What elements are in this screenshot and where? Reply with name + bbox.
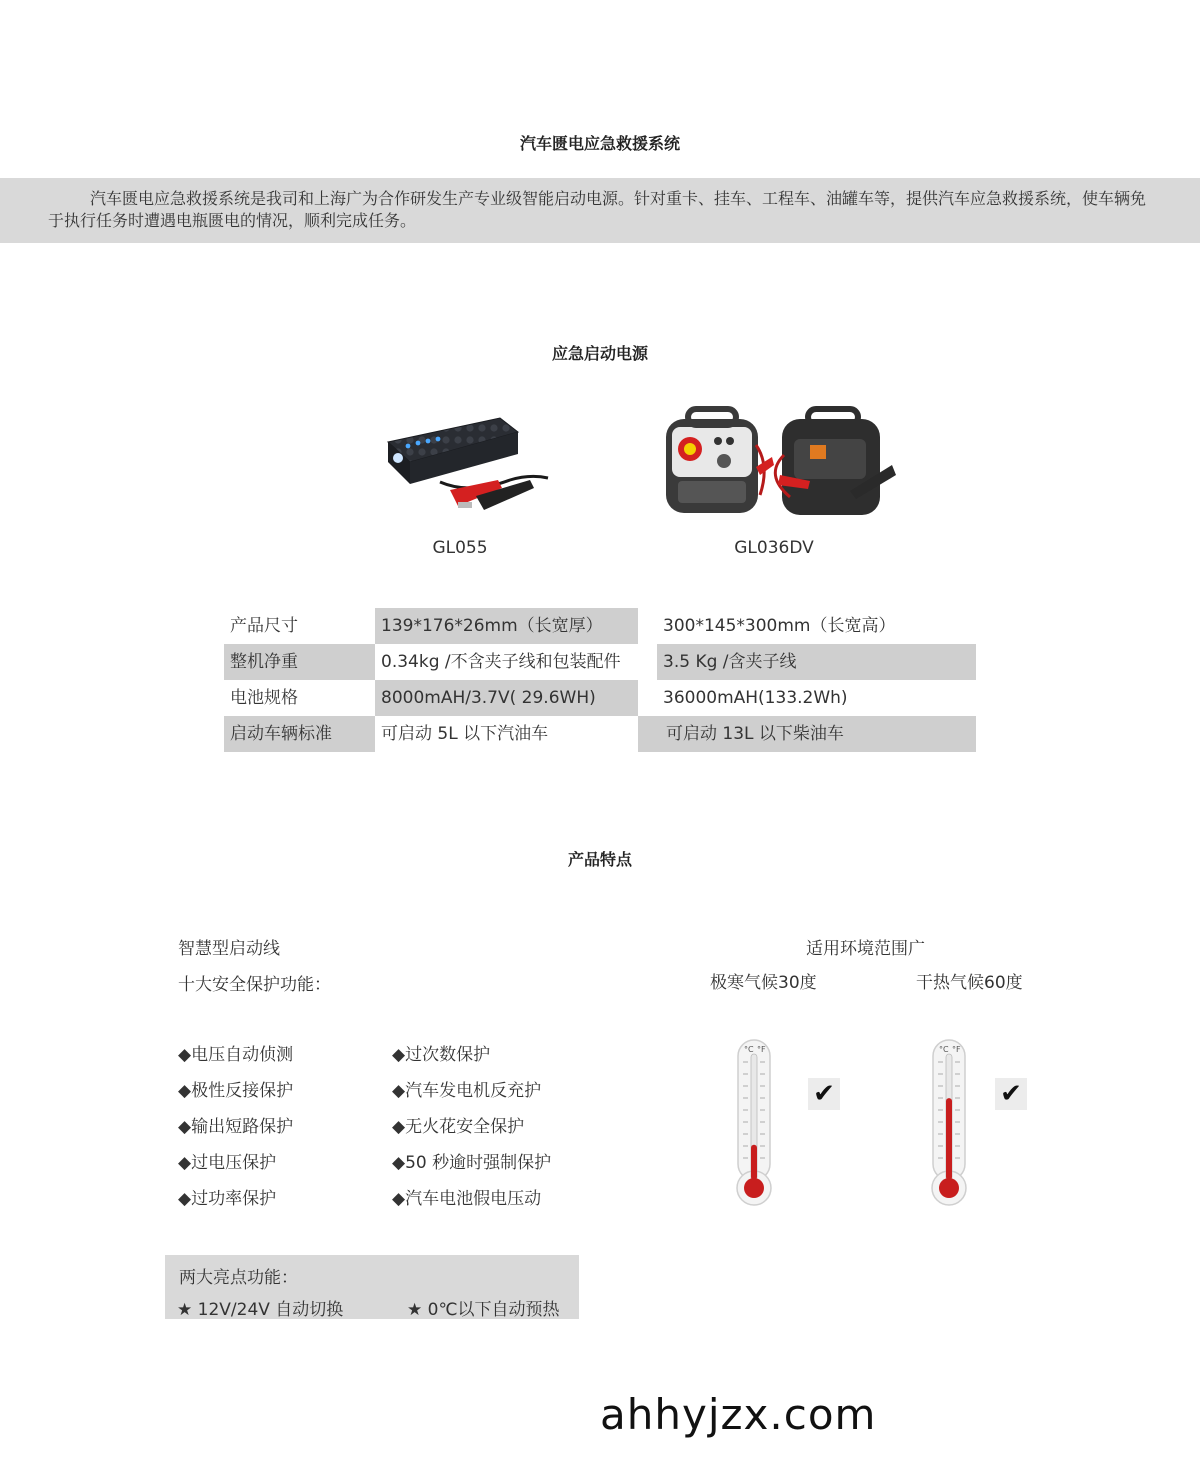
- gl036dv-label: GL036DV: [734, 538, 814, 558]
- feature-item: ◆无火花安全保护: [392, 1117, 525, 1137]
- intro-band: [0, 178, 1200, 243]
- spec-gl055-size: 139*176*26mm（长宽厚）: [375, 608, 638, 644]
- svg-text:°C: °C: [744, 1045, 754, 1054]
- spec-label-battery: 电池规格: [230, 688, 298, 708]
- feature-item: ◆输出短路保护: [178, 1117, 294, 1137]
- feature-item: ◆极性反接保护: [178, 1081, 294, 1101]
- feature-item: ◆过次数保护: [392, 1045, 491, 1065]
- feature-item: ◆汽车电池假电压动: [392, 1189, 542, 1209]
- feature-item: ◆汽车发电机反充护: [392, 1081, 542, 1101]
- spec-gl055-weight: 0.34kg /不含夹子线和包装配件: [381, 652, 621, 672]
- spec-gl036dv-battery: 36000mAH(133.2Wh): [663, 688, 848, 708]
- spec-gl036dv-vehicle: 可启动 13L 以下柴油车: [638, 716, 976, 752]
- env-hot-label: 干热气候60度: [916, 973, 1023, 993]
- svg-text:°F: °F: [757, 1045, 766, 1054]
- thermometer-cold-icon: [734, 1038, 774, 1208]
- svg-text:°C: °C: [939, 1045, 949, 1054]
- highlights-title: 两大亮点功能：: [179, 1268, 298, 1288]
- highlights-box: [165, 1255, 579, 1319]
- page-title: 汽车匮电应急救援系统: [519, 134, 680, 153]
- safety-heading: 十大安全保护功能：: [178, 975, 331, 995]
- spec-gl055-battery: 8000mAH/3.7V( 29.6WH): [375, 680, 638, 716]
- spec-gl036dv-size: 300*145*300mm（长宽高）: [663, 616, 896, 636]
- features-title: 产品特点: [567, 850, 632, 869]
- thermometer-hot-icon: [929, 1038, 969, 1208]
- env-cold-label: 极寒气候30度: [710, 973, 817, 993]
- smart-cable-heading: 智慧型启动线: [178, 939, 280, 959]
- cold-check-icon: ✔: [808, 1078, 840, 1110]
- gl055-product-image: [380, 410, 550, 525]
- highlight-item-auto-switch: ★ 12V/24V 自动切换: [177, 1300, 344, 1320]
- feature-item: ◆过电压保护: [178, 1153, 277, 1173]
- feature-item: ◆50 秒逾时强制保护: [392, 1153, 552, 1173]
- intro-text: 汽车匮电应急救援系统是我司和上海广为合作研发生产专业级智能启动电源。针对重卡、挂车、工程车、油罐车等，提供汽车应急救援系统，使车辆免于执行任务时遭遇电瓶匮电的情况，顺利完成任务。: [48, 189, 1147, 230]
- products-title: 应急启动电源: [551, 344, 648, 363]
- spec-gl055-vehicle: 可启动 5L 以下汽油车: [381, 724, 549, 744]
- watermark-text: ahhyjzx.com: [600, 1390, 877, 1439]
- spec-label-weight: 整机净重: [224, 644, 375, 680]
- hot-check-icon: ✔: [995, 1078, 1027, 1110]
- spec-label-size: 产品尺寸: [230, 616, 298, 636]
- gl055-label: GL055: [432, 538, 488, 558]
- svg-text:°F: °F: [952, 1045, 961, 1054]
- gl036dv-product-image: [660, 405, 900, 525]
- feature-item: ◆电压自动侦测: [178, 1045, 294, 1065]
- highlight-item-preheat: ★ 0℃以下自动预热: [407, 1300, 560, 1320]
- spec-label-vehicle: 启动车辆标准: [224, 716, 375, 752]
- spec-gl036dv-weight: 3.5 Kg /含夹子线: [657, 644, 976, 680]
- env-title: 适用环境范围广: [806, 939, 925, 959]
- feature-item: ◆过功率保护: [178, 1189, 277, 1209]
